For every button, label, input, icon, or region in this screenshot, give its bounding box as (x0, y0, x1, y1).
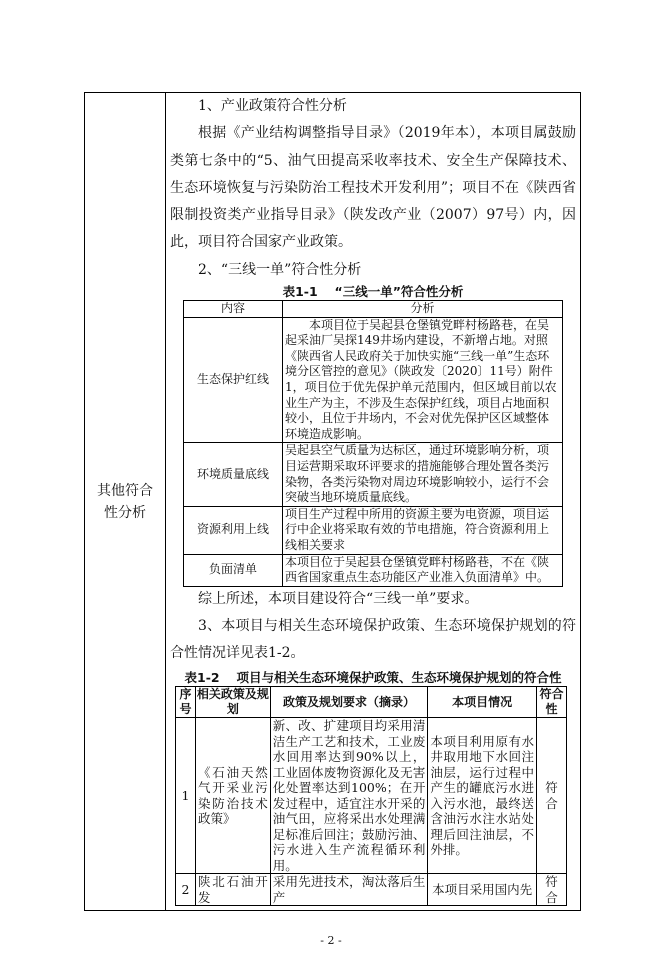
row-requirement: 采用先进技术，淘汰落后生产 (270, 874, 428, 906)
section-3-body: 3、本项目与相关生态环境保护政策、生态环境保护规划的符合性情况详见表1-2。 (170, 617, 576, 662)
section-1-body: 根据《产业结构调整指导目录》（2019年本），本项目属鼓励类第七条中的“5、油气田提高采收率技术、安全生产保障技术、生态环境恢复与污染防治工程技术开发利用”；项目不在《陕西省限制投资类产业指导目录》（陕发改产业（2007）97号）内，因此，项目符合国家产业政策。 (170, 125, 576, 251)
row-compliance: 符合 (537, 718, 567, 874)
table-row (184, 506, 563, 554)
row-key: 生态保护红线 (184, 317, 283, 443)
row-policy: 《石油天然气开采业污染防治技术政策》 (195, 718, 270, 874)
page-number: - 2 - (320, 934, 342, 948)
table-row (176, 874, 567, 906)
section-2-conclusion: 综上所述，本项目建设符合“三线一单”要求。 (198, 590, 479, 607)
table-1-1-caption: 表1-1 “三线一单”符合性分析 (282, 284, 464, 300)
section-1-title: 1、产业政策符合性分析 (198, 98, 347, 114)
table-1-1 (183, 300, 563, 587)
header-cell: 内容 (184, 301, 283, 318)
row-value: 本项目位于吴起县仓堡镇党畔村杨路巷，不在《陕西省国家重点生态功能区产业准入负面清单》中。 (283, 554, 563, 586)
row-value: 项目生产过程中所用的资源主要为电资源，项目运行中企业将采取有效的节电措施，符合资源利用上线相关要求 (283, 506, 563, 554)
header-cell: 相关政策及规划 (196, 687, 269, 717)
row-status: 本项目利用原有水井取用地下水回注油层，运行过程中产生的罐底污水进入污水池，最终送含油污水注水站处理后回注油层，不外排。 (428, 718, 537, 874)
row-key: 负面清单 (184, 554, 283, 586)
header-cell: 序号 (176, 687, 196, 718)
form-table (84, 92, 581, 911)
row-requirement: 新、改、扩建项目均采用清洁生产工艺和技术，工业废水回用率达到90%以上，工业固体废物资源化及无害化处置率达到100%；在开发过程中，适宜注水开采的油气田，应将采出水处理满足标准后回注；鼓励污油、污水进入生产流程循环利用。 (270, 718, 428, 874)
row-compliance: 符合 (537, 874, 567, 906)
table-header-row (176, 687, 567, 718)
header-cell: 符合性 (537, 687, 567, 718)
row-label: 其他符合性分析 (85, 93, 166, 910)
row-key: 环境质量底线 (184, 443, 283, 506)
table-row (184, 554, 563, 586)
header-cell: 本项目情况 (428, 687, 537, 718)
row-number: 1 (176, 718, 196, 874)
content-cell (166, 93, 580, 910)
row-status: 本项目采用国内先 (428, 874, 537, 906)
section-2-title: 2、“三线一单”符合性分析 (198, 261, 362, 278)
row-key: 资源利用上线 (184, 506, 283, 554)
table-row (184, 443, 563, 506)
table-1-2 (175, 686, 567, 906)
header-cell: 政策及规划要求（摘录） (270, 687, 428, 718)
table-row (184, 317, 563, 443)
row-policy: 陕北石油开发 (195, 874, 270, 906)
row-number: 2 (176, 874, 196, 906)
row-value: 本项目位于吴起县仓堡镇党畔村杨路巷，在吴起采油厂吴探149井场内建设，不新增占地。对照《陕西省人民政府关于加快实施“三线一单”生态环境分区管控的意见》（陕政发〔2020〕11号）附件1，项目位于优先保护单元范围内，但区域目前以农业生产为主，不涉及生态保护红线，项目占地面积较小，且位于井场内，不会对优先保护区区域整体环境造成影响。 (283, 317, 563, 443)
table-row (176, 718, 567, 874)
header-cell: 分析 (283, 301, 563, 318)
table-1-2-caption: 表1-2 项目与相关生态环境保护政策、生态环境保护规划的符合性 (184, 670, 562, 686)
table-header-row (184, 301, 563, 318)
row-value: 吴起县空气质量为达标区，通过环境影响分析，项目运营期采取环评要求的措施能够合理处置各类污染物，各类污染物对周边环境影响较小，运行不会突破当地环境质量底线。 (283, 443, 563, 506)
